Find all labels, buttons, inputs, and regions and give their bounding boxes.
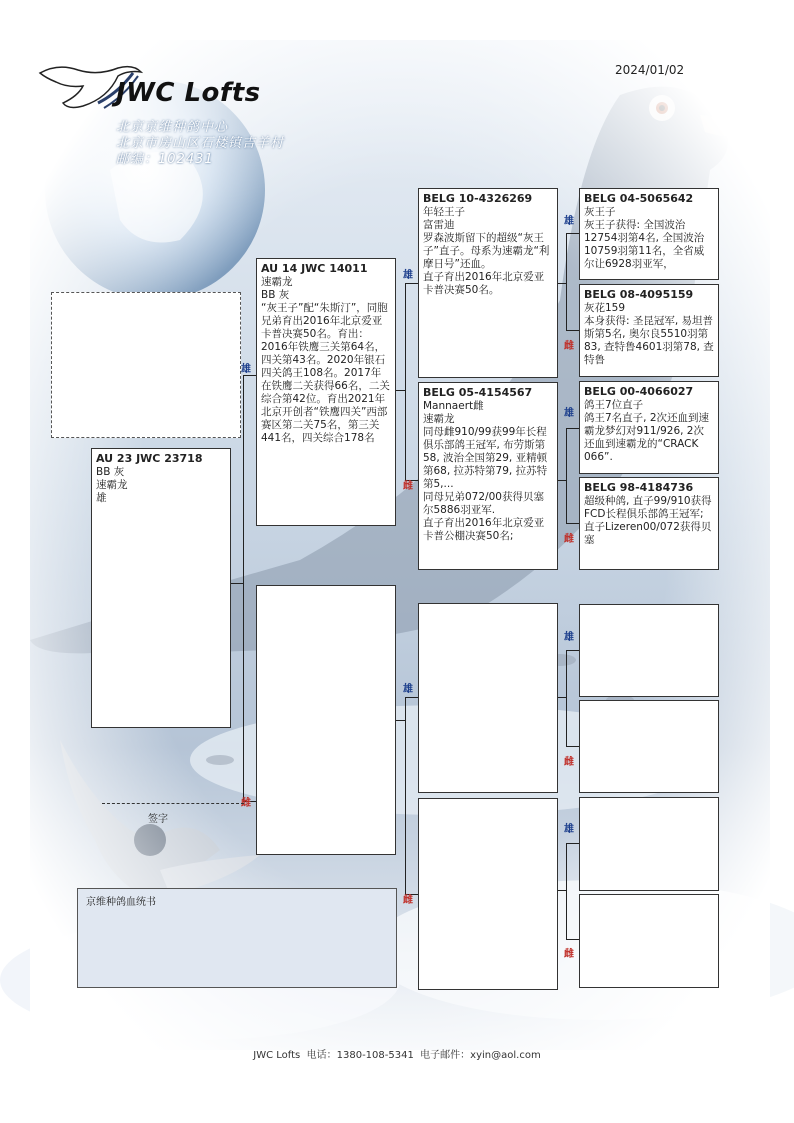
sdd-line: 超级种鸽, 直子99/910获得FCD长程俱乐部鸽王冠军; 直子Lizeren00/072获得贝塞 <box>584 495 712 546</box>
signature-line <box>102 803 244 804</box>
connector-line <box>405 283 418 284</box>
male-marker: 雄 <box>241 364 251 375</box>
connector-line <box>566 233 567 330</box>
female-marker: 雌 <box>403 481 413 492</box>
sire-line: 速霸龙 <box>261 276 293 288</box>
connector-line <box>566 523 580 524</box>
sire-sire-line: 直子育出2016年北京爱亚卡普决赛50名。 <box>423 271 545 296</box>
sdd-ring: BELG 98-4184736 <box>584 481 694 494</box>
sire-sire-line: 年轻王子 <box>423 206 465 218</box>
sire-sire-card <box>418 188 558 378</box>
connector-line <box>405 697 418 698</box>
subject-sex: 雄 <box>96 492 107 504</box>
female-marker: 雌 <box>403 895 413 906</box>
female-marker: 雌 <box>564 757 574 768</box>
subject-card <box>91 448 231 728</box>
certificate-label: 京维种鸽血统书 <box>86 897 156 908</box>
connector-line <box>566 428 567 523</box>
certificate-box <box>77 888 397 988</box>
sire-dam-card <box>418 382 558 570</box>
ssss-line: 灰王子获得: 全国波治12754羽第4名, 全国波治10759羽第11名，全省威尔让6928羽亚军， <box>584 219 705 270</box>
sire-sire-dam-card <box>579 284 719 377</box>
ssd-line: 灰花159 <box>584 302 626 314</box>
sire-sire-sire-card <box>579 188 719 280</box>
sire-dam-line: 速霸龙 <box>423 413 455 425</box>
dam-sire-sire-card <box>579 604 719 697</box>
document-date: 2024/01/02 <box>615 63 685 77</box>
subtitle-line: 北京市房山区石楼镇吉羊村 <box>116 136 285 151</box>
ssd-ring: BELG 08-4095159 <box>584 288 694 301</box>
sire-sire-ring: BELG 10-4326269 <box>423 192 533 205</box>
ssss-ring: BELG 04-5065642 <box>584 192 694 205</box>
dam-card <box>256 585 396 855</box>
ssd-line: 本身获得: 圣昆冠军, 易坦普斯第5名, 奥尔良5510羽第83, 查特鲁4601羽第78, 查特鲁 <box>584 315 714 366</box>
sire-dam-sire-card <box>579 381 719 474</box>
connector-line <box>405 283 406 480</box>
sire-sire-line: 罗森波斯留下的超级“灰王子”直子。母系为速霸龙“利摩日号”还血。 <box>423 232 550 270</box>
subject-strain: 速霸龙 <box>96 479 128 491</box>
female-marker: 雌 <box>564 949 574 960</box>
female-marker: 雌 <box>241 798 251 809</box>
sire-dam-line: 直子育出2016年北京爱亚卡普公棚决赛50名; <box>423 517 545 542</box>
subtitle-line: 北京京维种鸽中心 <box>116 120 229 135</box>
brand-title: JWC Lofts <box>116 78 261 108</box>
subtitle-line: 邮编：102431 <box>116 152 214 167</box>
male-marker: 雄 <box>564 824 574 835</box>
sire-card <box>256 258 396 526</box>
connector-line <box>243 375 244 802</box>
footer-contact: JWC Lofts 电话：1380-108-5341 电子邮件：xyin@aol.com <box>253 1050 541 1061</box>
connector-line <box>566 233 580 234</box>
dam-dam-sire-card <box>579 797 719 891</box>
dam-dam-dam-card <box>579 894 719 988</box>
photo-placeholder <box>51 292 241 438</box>
brand-subtitle <box>116 120 284 168</box>
subject-color: BB 灰 <box>96 466 125 478</box>
sire-dam-ring: BELG 05-4154567 <box>423 386 533 399</box>
connector-line <box>566 650 567 746</box>
sds-ring: BELG 00-4066027 <box>584 385 694 398</box>
signature-label: 签字 <box>148 814 168 825</box>
female-marker: 雌 <box>564 534 574 545</box>
sds-line: 鸽王7位直子 <box>584 399 644 411</box>
subject-ring: AU 23 JWC 23718 <box>96 452 203 465</box>
dam-dam-card <box>418 798 558 990</box>
connector-line <box>405 697 406 894</box>
female-marker: 雌 <box>564 341 574 352</box>
connector-line <box>566 650 580 651</box>
dam-sire-dam-card <box>579 700 719 793</box>
connector-line <box>566 330 580 331</box>
sire-dam-line: 同母兄弟072/00获得贝塞尔5886羽亚军. <box>423 491 544 516</box>
ssss-line: 灰王子 <box>584 206 616 218</box>
male-marker: 雄 <box>403 684 413 695</box>
sire-dam-line: 同母雌910/99获99年长程俱乐部鸽王冠军, 布劳斯第58, 波治全国第29, 亚精顿第68, 拉苏特第79, 拉苏特第5,... <box>423 426 548 490</box>
sire-ring: AU 14 JWC 14011 <box>261 262 368 275</box>
connector-line <box>243 375 257 376</box>
connector-line <box>566 843 567 939</box>
male-marker: 雄 <box>564 216 574 227</box>
sds-line: 鸽王7名直子, 2次还血到速霸龙梦幻对911/926, 2次还血到速霸龙的“CRACK 066”. <box>584 412 710 463</box>
male-marker: 雄 <box>564 408 574 419</box>
connector-line <box>566 428 580 429</box>
sire-line: BB 灰 <box>261 289 290 301</box>
male-marker: 雄 <box>403 270 413 281</box>
sire-line: “灰王子”配“朱斯汀”，同胞兄弟育出2016年北京爱亚卡普决赛50名。育出：2016年铁鹰三关第64名，四关第43名。2020年银石四关鸽王108名。2017年在铁鹰二关获得66名，二关综合第42位。育出2021年北京开创者“铁鹰四关”西部赛区第二关75名，第三关441名，四关综合178名 <box>261 302 390 444</box>
connector-line <box>566 746 580 747</box>
sire-dam-line: Mannaert雌 <box>423 400 484 412</box>
connector-line <box>566 939 580 940</box>
male-marker: 雄 <box>564 632 574 643</box>
sire-dam-dam-card <box>579 477 719 570</box>
connector-line <box>566 843 580 844</box>
dam-sire-card <box>418 603 558 793</box>
sire-sire-line: 富雷迪 <box>423 219 455 231</box>
